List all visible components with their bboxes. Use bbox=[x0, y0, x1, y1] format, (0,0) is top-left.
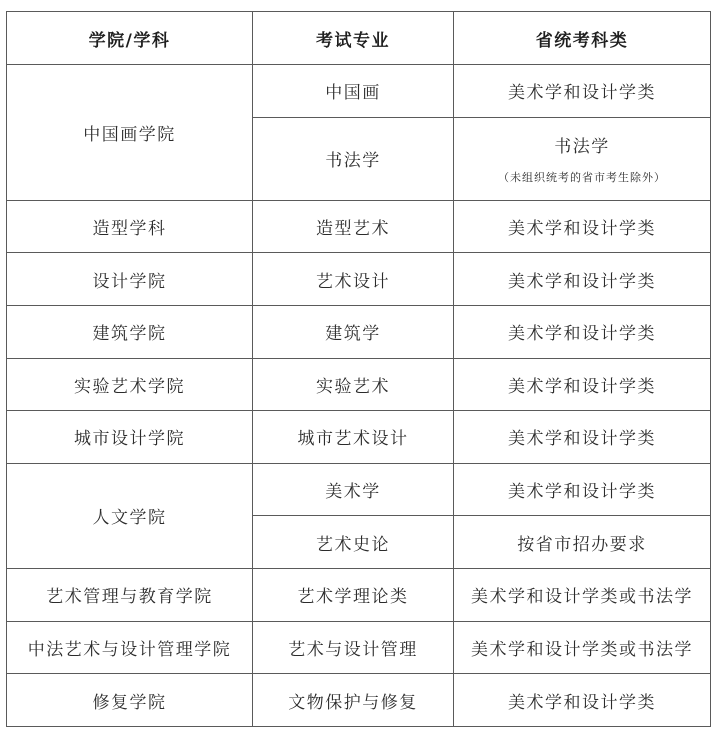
college-cell: 修复学院 bbox=[7, 674, 253, 727]
category-cell: 美术学和设计学类 bbox=[454, 463, 711, 516]
table-row bbox=[7, 200, 711, 253]
major-cell: 文物保护与修复 bbox=[253, 674, 454, 727]
major-cell: 艺术设计 bbox=[253, 253, 454, 306]
major-cell: 美术学 bbox=[253, 463, 454, 516]
table-row bbox=[7, 569, 711, 622]
category-cell: 美术学和设计学类 bbox=[454, 411, 711, 464]
category-text: 书法学 bbox=[554, 137, 610, 158]
major-cell: 城市艺术设计 bbox=[253, 411, 454, 464]
header-row bbox=[7, 12, 711, 65]
major-cell: 实验艺术 bbox=[253, 358, 454, 411]
major-cell: 艺术与设计管理 bbox=[253, 621, 454, 674]
category-cell: 美术学和设计学类 bbox=[454, 674, 711, 727]
header-major: 考试专业 bbox=[253, 12, 454, 65]
category-cell: 美术学和设计学类 bbox=[454, 305, 711, 358]
category-cell: 美术学和设计学类 bbox=[454, 358, 711, 411]
college-cell: 建筑学院 bbox=[7, 305, 253, 358]
college-cell: 城市设计学院 bbox=[7, 411, 253, 464]
category-cell: 美术学和设计学类 bbox=[454, 65, 711, 118]
college-cell: 设计学院 bbox=[7, 253, 253, 306]
category-cell: 美术学和设计学类 bbox=[454, 253, 711, 306]
college-cell: 艺术管理与教育学院 bbox=[7, 569, 253, 622]
header-college: 学院/学科 bbox=[7, 12, 253, 65]
major-cell: 书法学 bbox=[253, 117, 454, 200]
category-cell bbox=[454, 117, 711, 200]
category-cell: 美术学和设计学类或书法学 bbox=[454, 569, 711, 622]
table-row bbox=[7, 65, 711, 118]
table-row bbox=[7, 621, 711, 674]
college-cell: 中法艺术与设计管理学院 bbox=[7, 621, 253, 674]
header-category: 省统考科类 bbox=[454, 12, 711, 65]
table-row bbox=[7, 358, 711, 411]
major-cell: 中国画 bbox=[253, 65, 454, 118]
college-cell: 中国画学院 bbox=[7, 65, 253, 201]
admission-table bbox=[6, 11, 711, 727]
major-cell: 建筑学 bbox=[253, 305, 454, 358]
college-cell: 实验艺术学院 bbox=[7, 358, 253, 411]
table-row bbox=[7, 411, 711, 464]
major-cell: 艺术学理论类 bbox=[253, 569, 454, 622]
category-note: （未组织统考的省市考生除外） bbox=[498, 171, 666, 185]
table-row bbox=[7, 674, 711, 727]
major-cell: 艺术史论 bbox=[253, 516, 454, 569]
category-cell: 按省市招办要求 bbox=[454, 516, 711, 569]
college-cell: 造型学科 bbox=[7, 200, 253, 253]
table-row bbox=[7, 463, 711, 516]
table-row bbox=[7, 253, 711, 306]
table-row bbox=[7, 305, 711, 358]
category-cell: 美术学和设计学类 bbox=[454, 200, 711, 253]
college-cell: 人文学院 bbox=[7, 463, 253, 568]
major-cell: 造型艺术 bbox=[253, 200, 454, 253]
category-cell: 美术学和设计学类或书法学 bbox=[454, 621, 711, 674]
